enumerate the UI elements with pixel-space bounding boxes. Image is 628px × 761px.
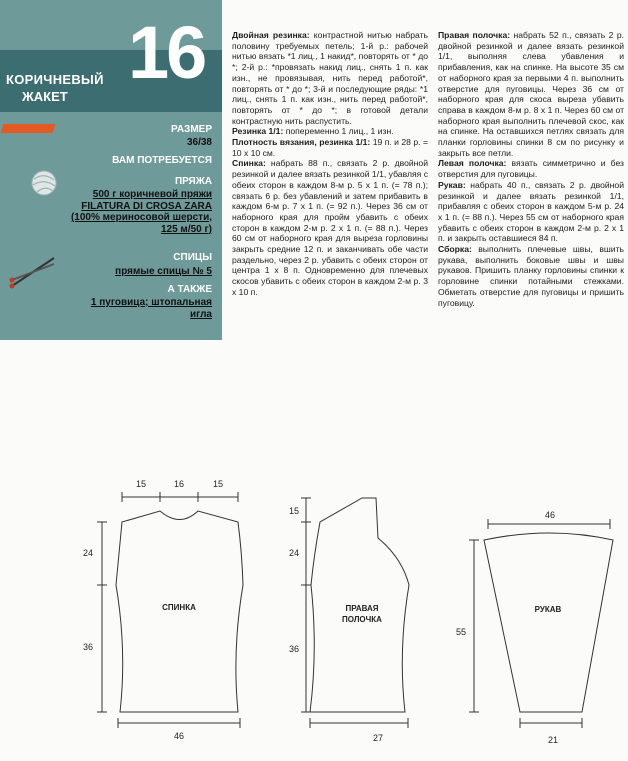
instruction-paragraph bbox=[438, 180, 624, 244]
front-dim-lower: 36 bbox=[288, 644, 300, 654]
instruction-paragraph bbox=[438, 244, 624, 308]
yarn-heading: ПРЯЖА bbox=[174, 176, 212, 187]
back-dim-lower: 36 bbox=[82, 642, 94, 652]
back-dim-upper: 24 bbox=[82, 548, 94, 558]
needles-value: прямые спицы № 5 bbox=[115, 266, 212, 277]
paragraph-text: выполнить плечевые швы, вшить рукава, выполнить боковые швы и швы рукавов. Пришить планку горловины спинки к горловине спинки потайными стежками. Обметать отверстие для пуговицы и пришить пуговицу. bbox=[438, 244, 624, 308]
pattern-number: 16 bbox=[128, 11, 205, 94]
sleeve-piece bbox=[484, 533, 613, 712]
instruction-paragraph bbox=[438, 30, 624, 158]
back-dim-top-mid: 16 bbox=[173, 479, 185, 489]
back-dim-top-left: 15 bbox=[135, 479, 147, 489]
paragraph-text: попеременно 1 лиц., 1 изн. bbox=[283, 126, 394, 137]
sleeve-label: РУКАВ bbox=[534, 605, 562, 614]
extras-heading: А ТАКЖЕ bbox=[167, 284, 212, 295]
back-label: СПИНКА bbox=[162, 603, 196, 612]
paragraph-text: набрать 52 п., связать 2 р. двойной резинкой и далее вязать резинкой 1/1, выполняя слева убавления и прибавления, как на спинке. На высоте 35 см от наборного края за первыми 4 п. выполнить отверстие для пуговицы. Через 36 см от наборного края для скоса выреза убавить справа в каждом 8-м р. 8 х 1 п. Через 60 см от наборного края выполнить плечевой скос, как на спинке. На оставшихся петлях связать для планки горловины спинки 8 см по рисунку и закрыть все петли. bbox=[438, 30, 624, 158]
pattern-diagram bbox=[0, 440, 628, 761]
front-label-2: ПОЛОЧКА bbox=[342, 615, 382, 624]
paragraph-heading: Левая полочка: bbox=[438, 158, 507, 169]
title-line-1: КОРИЧНЕВЫЙ bbox=[6, 72, 104, 87]
paragraph-heading: Плотность вязания, резинка 1/1: bbox=[232, 137, 371, 148]
knitting-needles-icon bbox=[8, 250, 58, 290]
yarn-value: 500 г коричневой пряжи FILATURA DI CROSA ZARA (100% мериносовой шерсти, 125 м/50 г) bbox=[70, 189, 212, 235]
instructions-column-1 bbox=[232, 30, 428, 298]
front-label-1: ПРАВАЯ bbox=[345, 604, 379, 613]
front-dim-width: 27 bbox=[372, 733, 384, 743]
needs-heading: ВАМ ПОТРЕБУЕТСЯ bbox=[112, 155, 212, 166]
instruction-paragraph bbox=[232, 30, 428, 126]
paragraph-heading: Сборка: bbox=[438, 244, 472, 255]
needles-heading: СПИЦЫ bbox=[173, 252, 212, 263]
extras-value: 1 пуговица; штопальная игла bbox=[90, 297, 212, 320]
paragraph-heading: Рукав: bbox=[438, 179, 466, 190]
sleeve-dim-bottom: 21 bbox=[547, 735, 559, 745]
paragraph-heading: Правая полочка: bbox=[438, 30, 511, 40]
accent-tag bbox=[1, 124, 55, 133]
instruction-paragraph bbox=[232, 158, 428, 297]
instructions-column-2 bbox=[438, 30, 624, 308]
paragraph-text: набрать 40 п., связать 2 р. двойной резинкой и далее вязать резинкой 1/1, прибавляя с обеих сторон в каждом 5-м р. 24 х 1 п. (= 88 п.). Через 55 см от наборного края убавить с обеих сторон в каждом 2-м р. 2 х 1 п. и закрыть оставшиеся 84 п. bbox=[438, 179, 624, 244]
back-dim-top-right: 15 bbox=[212, 479, 224, 489]
yarn-ball-icon bbox=[28, 168, 60, 198]
paragraph-heading: Резинка 1/1: bbox=[232, 126, 284, 137]
size-value: 36/38 bbox=[186, 137, 212, 148]
title-line-2: ЖАКЕТ bbox=[22, 89, 68, 104]
sleeve-dim-height: 55 bbox=[455, 627, 467, 637]
front-dim-top: 15 bbox=[288, 506, 300, 516]
instruction-paragraph bbox=[232, 126, 428, 137]
sleeve-dim-top: 46 bbox=[544, 510, 556, 520]
paragraph-text: контрастной нитью набрать половину требуемых петель; 1-й р.: рабочей нитью вязать *1 лиц., 1 накид*, повторять от * до *; 2-й р.: *провязать накид лиц., снять 1 п. как изн., не провязывая, нить перед работой*, повторять от * до *; 3-й и последующие ряды: *1 лиц., снять 1 п. как изн., нить перед работой*, повторять от * до *; в готовой детали контрастную нить распустить. bbox=[232, 30, 428, 126]
paragraph-text: набрать 88 п., связать 2 р. двойной резинкой и далее вязать резинкой 1/1, убавляя с обеих сторон в каждом 8-м р. 5 х 1 п. (= 78 п.); связать 6 р. без убавлений и затем прибавить в каждом 6-м р. 7 х 1 п. (= 92 п.). Через 36 см от наборного края для пройм убавить с обеих сторон в каждом 2-м р. 2 х 1 п. (= 88 п.). Через 60 см от наборного края для выреза горловины закрыть средние 12 п. и заканчивать обе части раздельно, через 2 р. убавить с обеих сторон от центра 1 х 8 п. Одновременно для плечевых скосов убавить с обеих сторон в каждом 2-м р. 3 х 10 п. bbox=[232, 158, 428, 297]
instruction-paragraph bbox=[438, 158, 624, 179]
paragraph-text: 19 п. и 28 р. = 10 х 10 см. bbox=[232, 137, 428, 158]
instruction-paragraph bbox=[232, 137, 428, 158]
paragraph-heading: Спинка: bbox=[232, 158, 266, 169]
info-panel bbox=[0, 0, 222, 340]
paragraph-heading: Двойная резинка: bbox=[232, 30, 310, 40]
front-dim-upper: 24 bbox=[288, 548, 300, 558]
size-heading: РАЗМЕР bbox=[171, 124, 212, 135]
back-dim-width: 46 bbox=[173, 731, 185, 741]
paragraph-text: вязать симметрично и без отверстия для пуговицы. bbox=[438, 158, 624, 180]
